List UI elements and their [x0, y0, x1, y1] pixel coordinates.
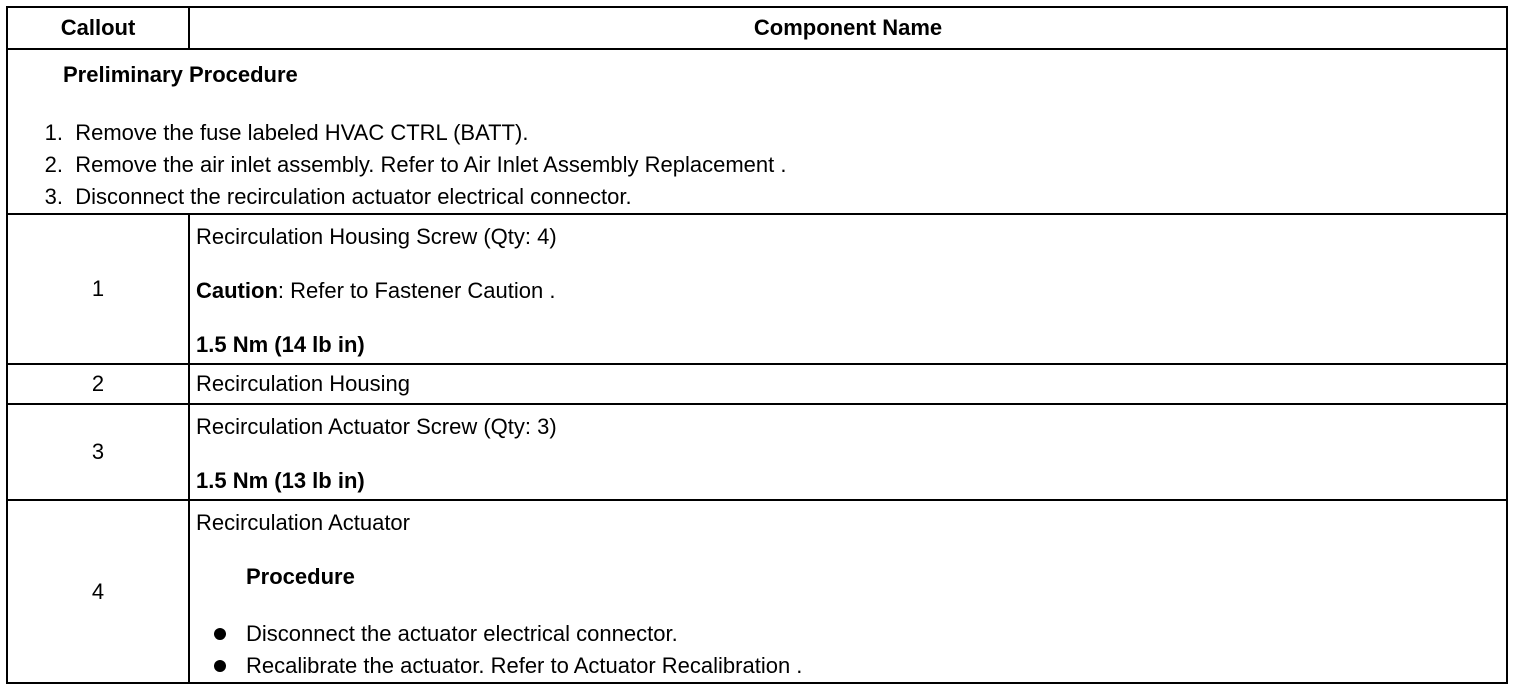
bullet-icon	[214, 628, 226, 640]
table-row	[7, 364, 1507, 404]
procedure-bullets	[196, 618, 1506, 682]
component-name: Recirculation Actuator Screw (Qty: 3)	[196, 414, 557, 439]
callout-cell: 4	[7, 500, 189, 683]
caution-text: : Refer to Fastener Caution .	[277, 278, 556, 303]
preliminary-step	[8, 149, 1506, 181]
component-name: Recirculation Actuator	[196, 510, 410, 535]
step-text	[63, 149, 786, 181]
preliminary-step	[8, 181, 1506, 213]
step-number: 2.	[44, 152, 63, 177]
list-item	[196, 618, 1506, 650]
component-cell	[189, 214, 1507, 364]
component-name: Recirculation Housing	[196, 371, 410, 396]
list-item	[196, 650, 1506, 682]
callout-cell: 1	[7, 214, 189, 364]
step-text-value: Remove the air inlet assembly. Refer to Air Inlet Assembly Replacement .	[75, 152, 787, 177]
bullet-text: Disconnect the actuator electrical connector.	[246, 621, 678, 646]
component-name: Recirculation Housing Screw (Qty: 4)	[196, 224, 557, 249]
table-row	[7, 214, 1507, 364]
preliminary-procedure-cell	[7, 49, 1507, 214]
procedure-title: Procedure	[246, 564, 355, 589]
preliminary-procedure-title: Preliminary Procedure	[63, 62, 298, 87]
callout-cell: 3	[7, 404, 189, 500]
callout-header: Callout	[7, 7, 189, 49]
bullet-text: Recalibrate the actuator. Refer to Actuator Recalibration .	[246, 653, 803, 678]
caution-label: Caution	[196, 278, 278, 303]
step-number: 1.	[44, 120, 63, 145]
preliminary-step	[8, 117, 1506, 149]
step-text	[63, 117, 528, 149]
component-cell	[189, 500, 1507, 683]
bullet-icon	[214, 660, 226, 672]
caution-line	[196, 278, 1506, 304]
callout-cell: 2	[7, 364, 189, 404]
step-text-value: Remove the fuse labeled HVAC CTRL (BATT).	[75, 120, 529, 145]
step-text	[63, 181, 632, 213]
preliminary-steps-list	[8, 117, 1506, 213]
component-cell	[189, 404, 1507, 500]
table-row	[7, 404, 1507, 500]
torque-spec: 1.5 Nm (13 lb in)	[196, 468, 365, 493]
step-number: 3.	[44, 184, 63, 209]
component-name-header: Component Name	[189, 7, 1507, 49]
torque-spec: 1.5 Nm (14 lb in)	[196, 332, 365, 357]
header-row	[7, 7, 1507, 49]
component-table	[6, 6, 1508, 684]
component-cell	[189, 364, 1507, 404]
preliminary-row	[7, 49, 1507, 214]
step-text-value: Disconnect the recirculation actuator electrical connector.	[75, 184, 632, 209]
table-row	[7, 500, 1507, 683]
